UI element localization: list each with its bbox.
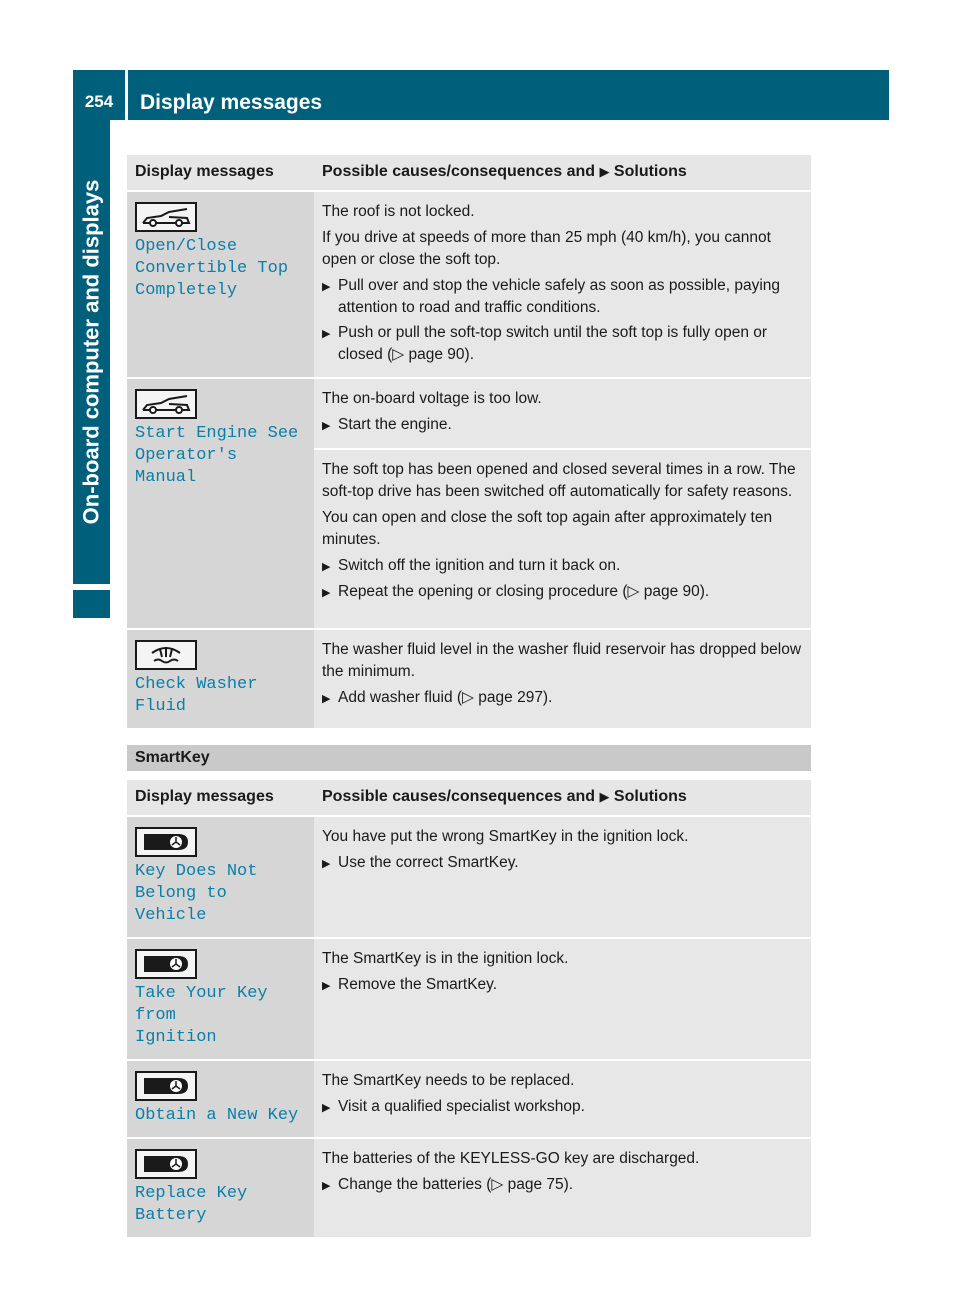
message-cell [127,1138,314,1238]
cause-text: The washer fluid level in the washer fluid reservoir has dropped below the minimum. [322,641,802,680]
solution-arrow-icon: ▶ [599,789,610,804]
step-text: Use the correct SmartKey. [338,854,519,871]
cause-text: You have put the wrong SmartKey in the ignition lock. [322,828,689,845]
cause-text: If you drive at speeds of more than 25 mph (40 km/h), you cannot open or close the soft top. [322,229,771,268]
column-header-messages: Display messages [127,780,314,816]
cause-text: The roof is not locked. [322,203,475,220]
solution-step [322,555,803,578]
step-arrow-icon: ▶ [322,858,331,870]
solution-step [322,974,803,997]
solution-cell [314,938,811,1060]
cause-text: The SmartKey is in the ignition lock. [322,950,569,967]
solution-step [322,414,803,437]
column-header-solutions [314,155,811,191]
solution-step [322,322,803,366]
column-header-solutions-prefix: Possible causes/consequences and [322,163,596,180]
step-text: Switch off the ignition and turn it back on. [338,557,621,574]
display-message-text: Obtain a New Key [135,1106,299,1125]
message-cell [127,938,314,1060]
column-header-solutions-prefix: Possible causes/consequences and [322,788,596,805]
cause-text: The SmartKey needs to be replaced. [322,1072,575,1089]
solution-cell [314,449,811,629]
solution-cell [314,1060,811,1138]
chapter-tab [73,120,110,584]
step-arrow-icon: ▶ [322,328,331,340]
column-header-solutions [314,780,811,816]
smartkey-icon [135,1149,197,1179]
chapter-marker [73,590,110,618]
step-arrow-icon: ▶ [322,693,331,705]
solution-cell [314,1138,811,1238]
step-arrow-icon: ▶ [322,1180,331,1192]
step-arrow-icon: ▶ [322,1102,331,1114]
step-text: Visit a qualified specialist workshop. [338,1098,585,1115]
display-message-text: Take Your Key from Ignition [135,984,268,1047]
display-messages-table [127,155,811,730]
solution-step [322,275,803,319]
display-message-text: Check Washer Fluid [135,675,258,716]
table-row [127,191,811,378]
page-number: 254 [73,70,125,120]
table-row [127,816,811,938]
step-text: Push or pull the soft-top switch until the soft top is fully open or closed (▷ page 90). [338,324,768,363]
table-row [127,1060,811,1138]
section-title: SmartKey [127,745,811,771]
table-row [127,629,811,729]
table-row [127,378,811,449]
display-message-text: Open/Close Convertible Top Completely [135,237,289,300]
column-header-messages: Display messages [127,155,314,191]
solution-cell [314,816,811,938]
step-text: Add washer fluid (▷ page 297). [338,689,553,706]
solution-cell [314,191,811,378]
convertible-top-icon [135,202,197,232]
cause-text: The on-board voltage is too low. [322,390,542,407]
display-message-text: Key Does Not Belong to Vehicle [135,862,258,925]
chapter-tab-label: On-board computer and displays [78,179,104,525]
message-cell [127,1060,314,1138]
solution-step [322,687,803,710]
step-arrow-icon: ▶ [322,561,331,573]
solution-step [322,1096,803,1119]
step-text: Change the batteries (▷ page 75). [338,1176,574,1193]
step-arrow-icon: ▶ [322,980,331,992]
solution-step [322,581,803,604]
cause-text: You can open and close the soft top again after approximately ten minutes. [322,509,773,548]
message-cell [127,378,314,629]
smartkey-icon [135,1071,197,1101]
smartkey-icon [135,949,197,979]
column-header-solutions-suffix: Solutions [613,788,687,805]
display-message-text: Start Engine See Operator's Manual [135,424,299,487]
step-text: Start the engine. [338,416,452,433]
solution-arrow-icon: ▶ [599,164,610,179]
cause-text: The soft top has been opened and closed several times in a row. The soft-top drive has been switched off automatically for safety reasons. [322,461,796,500]
page-title: Display messages [128,70,889,120]
column-header-solutions-suffix: Solutions [613,163,687,180]
table-row [127,938,811,1060]
page-header [73,70,889,120]
step-arrow-icon: ▶ [322,587,331,599]
cause-text: The batteries of the KEYLESS-GO key are discharged. [322,1150,700,1167]
message-cell [127,816,314,938]
display-message-text: Replace Key Battery [135,1184,248,1225]
message-cell [127,629,314,729]
step-text: Repeat the opening or closing procedure (▷ page 90). [338,583,710,600]
step-arrow-icon: ▶ [322,281,331,293]
message-cell [127,191,314,378]
step-text: Remove the SmartKey. [338,976,498,993]
step-text: Pull over and stop the vehicle safely as soon as possible, paying attention to road and traffic conditions. [338,277,781,316]
smartkey-icon [135,827,197,857]
table-row [127,1138,811,1238]
solution-cell [314,629,811,729]
table-header-row [127,155,811,191]
step-arrow-icon: ▶ [322,420,331,432]
solution-cell [314,378,811,449]
table-header-row [127,780,811,816]
washer-fluid-icon [135,640,197,670]
solution-step [322,852,803,875]
solution-step [322,1174,803,1197]
smartkey-messages-table [127,780,811,1239]
convertible-top-icon [135,389,197,419]
